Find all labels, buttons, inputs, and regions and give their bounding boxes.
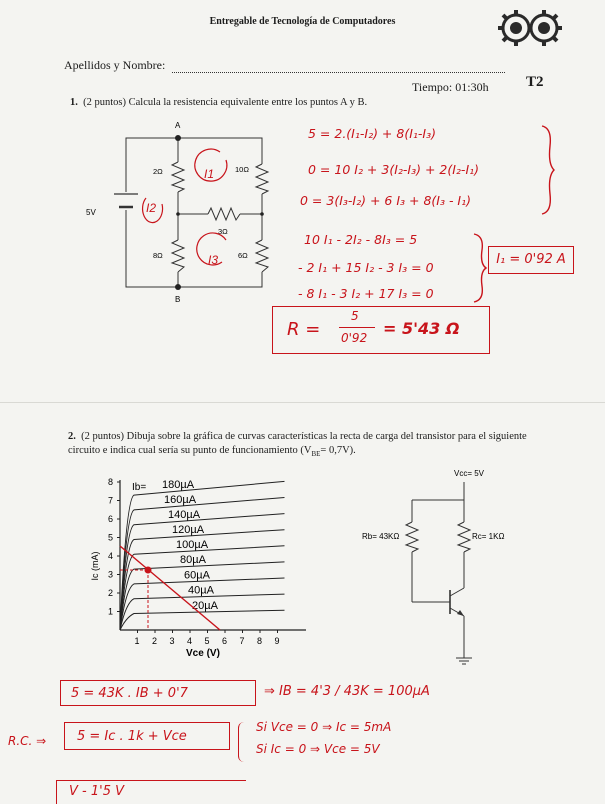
resistor-3-label: 3Ω <box>218 227 228 236</box>
x-tick-label: 5 <box>204 636 210 646</box>
question-1-text <box>70 97 367 108</box>
system-equation-2: - 2 I₁ + 15 I₂ - 3 I₃ = 0 <box>298 260 434 275</box>
gears-logo-icon <box>494 4 568 52</box>
current-result-box: I₁ = 0'92 A <box>488 246 574 274</box>
fraction-bar <box>339 327 375 328</box>
question-1-number: 1. <box>70 97 78 108</box>
r-numerator: 5 <box>351 309 359 323</box>
point-b-label: B <box>175 295 181 304</box>
y-tick-label: 8 <box>108 477 114 487</box>
x-tick-label: 4 <box>187 636 193 646</box>
vbe-subscript: BE <box>311 450 321 459</box>
ib-curve-label: 60µA <box>184 569 210 582</box>
transistor-characteristic-graph <box>80 466 316 662</box>
ib-curve-label: 40µA <box>188 584 214 597</box>
ib-curve <box>120 610 285 630</box>
x-axis-label: Vce (V) <box>186 648 220 659</box>
x-tick-label: 6 <box>222 636 228 646</box>
y-tick-label: 1 <box>108 606 114 617</box>
base-equation-box: 5 = 43K . IB + 0'7 <box>60 680 256 706</box>
resistor-6-label: 6Ω <box>238 251 248 260</box>
exam-code: T2 <box>526 74 544 90</box>
paper-fold <box>0 402 605 403</box>
question-2-statement: (2 puntos) Dibuja sobre la gráfica de curvas características la recta de carga del transistor para el siguiente circuito e indica cual sería su punto de funcionamiento (V <box>68 431 527 456</box>
ib-curve-label: 160µA <box>164 494 197 507</box>
loop-2-label: I2 <box>146 201 157 215</box>
name-label: Apellidos y Nombre: <box>64 58 166 72</box>
mesh-equation-1: 5 = 2.(I₁-I₂) + 8(I₁-I₃) <box>308 126 436 141</box>
ib-curve-label: 100µA <box>176 539 209 552</box>
load-line-equation-box: 5 = Ic . 1k + Vce <box>64 722 230 750</box>
resistance-result-box <box>272 306 490 354</box>
conditions-brace <box>238 722 245 762</box>
question-1-statement: (2 puntos) Calcula la resistencia equivalente entre los puntos A y B. <box>83 97 368 108</box>
partial-answer-box: V - 1'5 V <box>56 780 246 804</box>
r-result: = 5'43 Ω <box>383 319 460 338</box>
name-field-line <box>172 60 505 73</box>
ib-curve-label: 140µA <box>168 509 201 522</box>
r-denominator: 0'92 <box>341 331 368 345</box>
x-tick-label: 3 <box>169 636 175 646</box>
mesh-equation-2: 0 = 10 I₂ + 3(I₂-I₃) + 2(I₂-I₁) <box>308 162 480 177</box>
mesh-equation-3: 0 = 3(I₃-I₂) + 6 I₃ + 8(I₃ - I₁) <box>300 193 472 208</box>
transistor-bias-circuit <box>360 462 530 672</box>
system-equation-1: 10 I₁ - 2I₂ - 8I₃ = 5 <box>304 232 418 247</box>
point-a-label: A <box>175 121 181 130</box>
rb-label: Rb= 43KΩ <box>362 532 400 541</box>
vcc-label: Vcc= 5V <box>454 469 485 478</box>
system-equation-3: - 8 I₁ - 3 I₂ + 17 I₃ = 0 <box>298 286 434 301</box>
question-2-number: 2. <box>68 431 76 442</box>
y-tick-label: 5 <box>108 532 114 543</box>
vbe-value: = 0,7V). <box>320 445 356 456</box>
resistor-10-label: 10Ω <box>235 165 249 174</box>
load-line-label: R.C. ⇒ <box>8 734 47 748</box>
y-tick-label: 6 <box>108 514 114 524</box>
condition-vce-zero: Si Vce = 0 ⇒ Ic = 5mA <box>256 720 392 734</box>
ib-curve-label: 20µA <box>192 599 218 612</box>
r-label: R = <box>287 319 321 340</box>
equations-brace <box>538 124 558 216</box>
y-axis-label: Ic (mA) <box>90 551 100 581</box>
base-current-result: ⇒ IB = 4'3 / 43K = 100µA <box>264 684 430 699</box>
loop-3-label: I3 <box>208 253 219 267</box>
time-label: Tiempo: 01:30h <box>412 80 489 94</box>
x-tick-label: 9 <box>274 636 280 646</box>
resistor-circuit-diagram <box>80 112 290 312</box>
ib-prefix-label: Ib= <box>132 482 147 493</box>
resistor-2-label: 2Ω <box>153 167 163 176</box>
x-tick-label: 7 <box>239 636 245 646</box>
x-tick-label: 8 <box>257 636 263 646</box>
resistor-8-label: 8Ω <box>153 251 163 260</box>
y-tick-label: 7 <box>108 495 114 506</box>
question-2-text <box>68 430 548 461</box>
source-label: 5V <box>86 208 96 217</box>
y-tick-label: 2 <box>108 588 114 598</box>
x-tick-label: 1 <box>134 636 140 646</box>
loop-1-label: I1 <box>204 167 215 181</box>
document-title: Entregable de Tecnología de Computadores <box>209 16 396 27</box>
x-tick-label: 2 <box>152 636 158 646</box>
ib-curve-label: 80µA <box>180 554 206 567</box>
y-tick-label: 3 <box>108 569 114 580</box>
condition-ic-zero: Si Ic = 0 ⇒ Vce = 5V <box>256 742 380 756</box>
ib-curve-label: 180µA <box>162 479 195 492</box>
y-tick-label: 4 <box>108 551 114 561</box>
ib-curve-label: 120µA <box>172 524 205 537</box>
rc-label: Rc= 1KΩ <box>472 532 505 541</box>
